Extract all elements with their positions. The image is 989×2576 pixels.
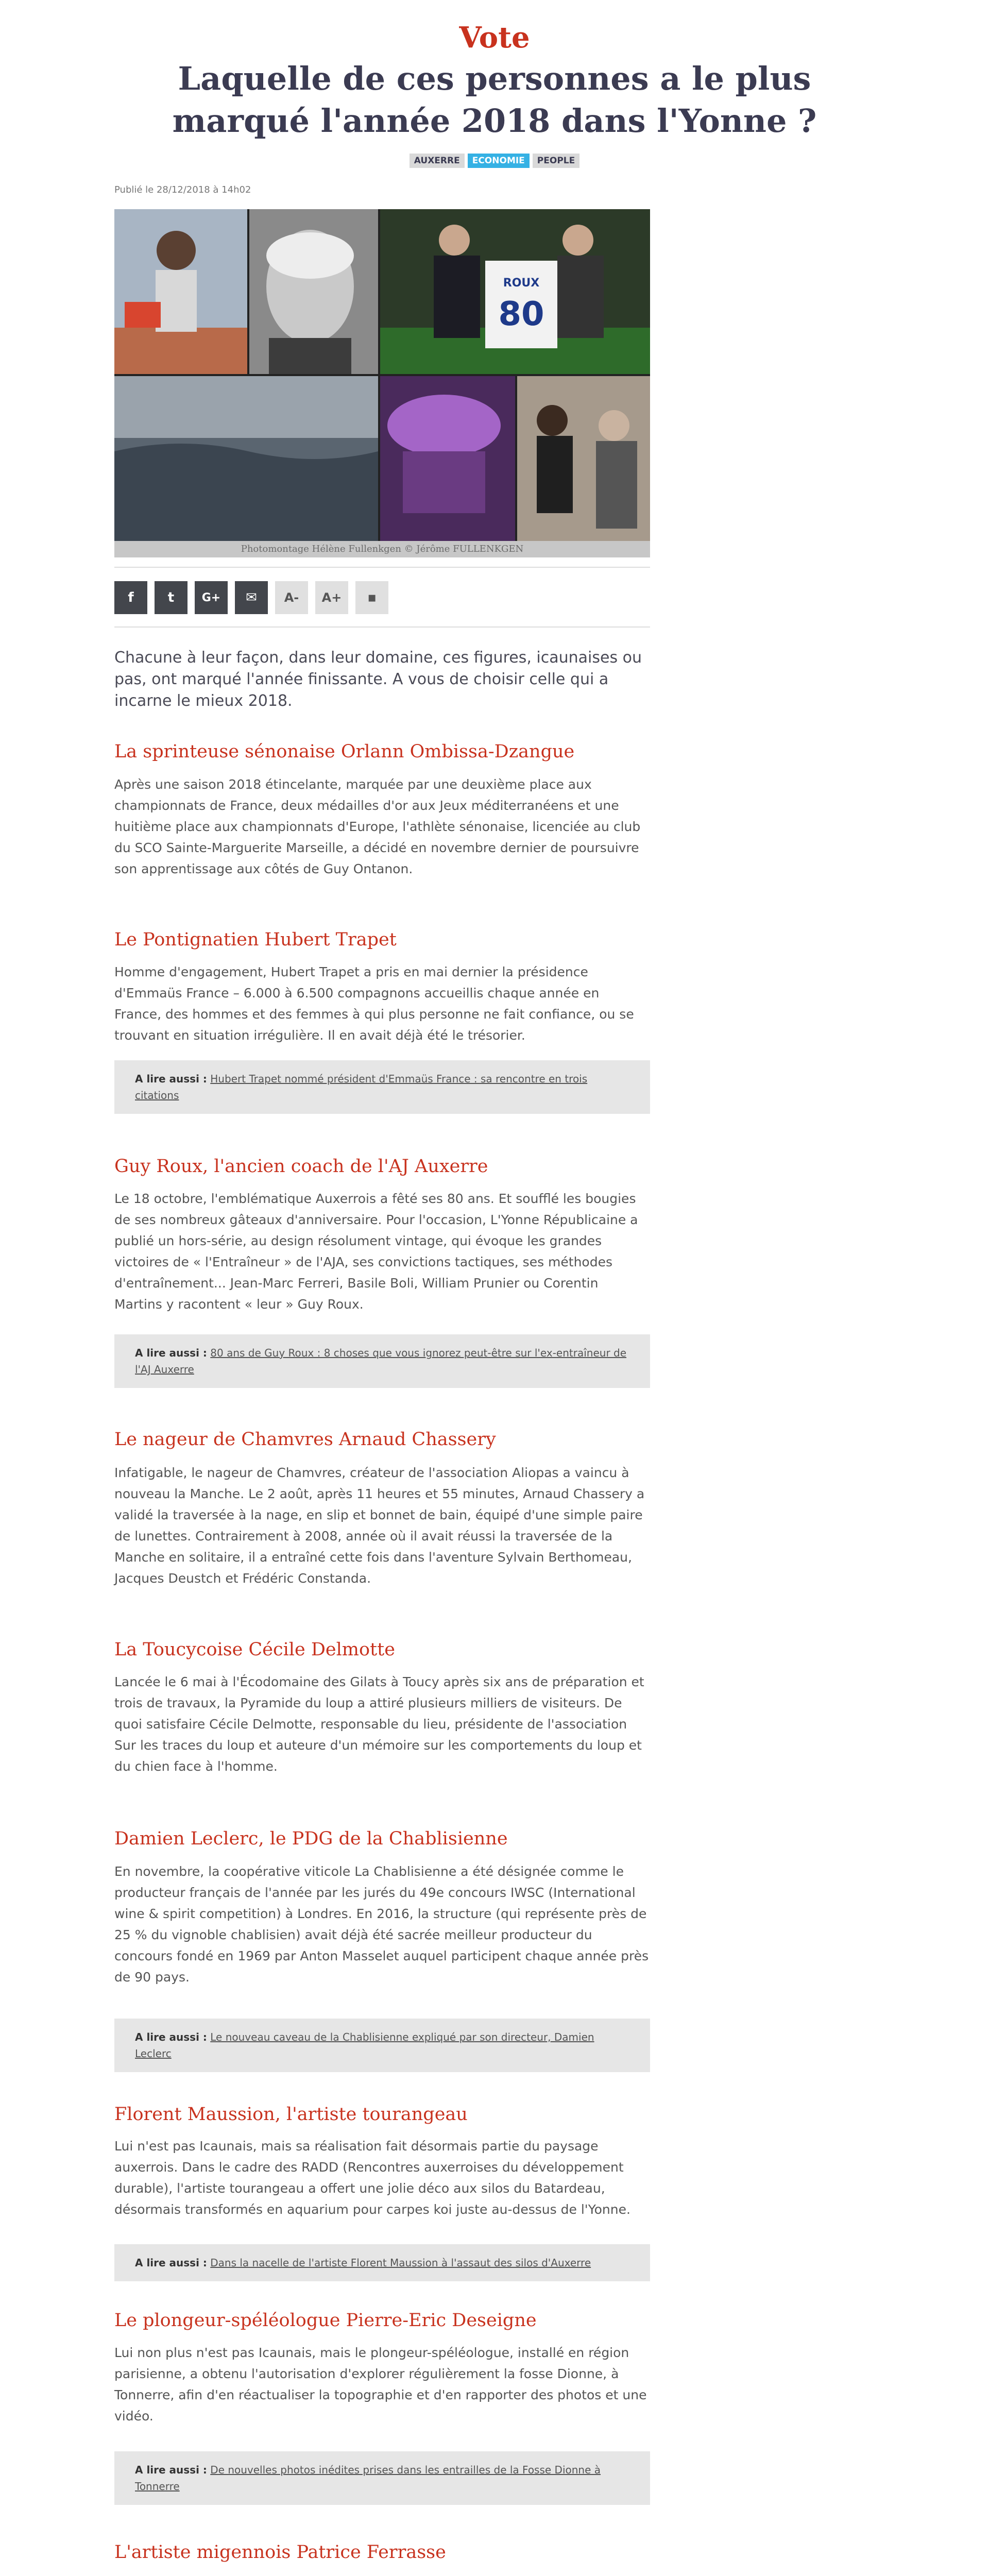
font-increase-icon: A+	[321, 590, 342, 605]
section-body: En novembre, la coopérative viticole La Chablisienne a été désignée comme le producteur français de l'année par les jurés du 49e concours IWSC (International wine & spirit competition) à Londres. En 2016, la structure (qui représente près de 25 % du vignoble chablisien) avait déjà été sacrée meilleur producteur du concours fondé en 1969 par Anton Masselet auquel participent chaque année près de 90 pays.	[114, 1864, 649, 1985]
section-body: Après une saison 2018 étincelante, marquée par une deuxième place aux championnats de France, deux médailles d'or aux Jeux méditerranéens et une huitième place aux championnats d'Europe, l'athlète sénonaise, licenciée au club du SCO Sainte-Marguerite Marseille, a décidé en novembre dernier de poursuivre son apprentissage aux côtés de Guy Ontanon.	[114, 777, 641, 876]
related-article-box	[114, 2019, 650, 2072]
article-photo-montage	[114, 209, 650, 541]
section-body: Lancée le 6 mai à l'Écodomaine des Gilats à Toucy après six ans de préparation et trois de travaux, la Pyramide du loup a attiré plusieurs milliers de visiteurs. De quoi satisfaire Cécile Delmotte, responsable du lieu, présidente de l'association Sur les traces du loup et auteure d'un mémoire sur les comportements du loup et du chien face à l'homme.	[114, 1674, 644, 1774]
section-title: Damien Leclerc, le PDG de la Chablisienne	[114, 1828, 508, 1849]
section-body: Infatigable, le nageur de Chamvres, créateur de l'association Aliopas a vaincu à nouveau la Manche. Le 2 août, après 11 heures et 55 minutes, Arnaud Chassery a validé la traversée à la nage, en slip et bonnet de bain, équipé d'une simple paire de lunettes. Contrairement à 2008, année où il avait réussi la traversée de la Manche en solitaire, il a entraîné cette fois dans l'aventure Sylvain Berthomeau, Jacques Deustch et Frédéric Constanda.	[114, 1465, 645, 1586]
article-lead: Chacune à leur façon, dans leur domaine, ces figures, icaunaises ou pas, ont marqué l'année finissante. A vous de choisir celle qui a incarne le mieux 2018.	[114, 649, 642, 710]
tag-economie[interactable]: ECONOMIE	[468, 154, 530, 168]
related-label: A lire aussi :	[135, 1347, 207, 1359]
photo-caption: Photomontage Hélène Fullenkgen © Jérôme FULLENKGEN	[114, 541, 650, 557]
facebook-icon: f	[128, 590, 134, 605]
related-link[interactable]: Dans la nacelle de l'artiste Florent Maussion à l'assaut des silos d'Auxerre	[210, 2257, 591, 2269]
photo-montage-image	[114, 209, 650, 541]
related-label: A lire aussi :	[135, 1073, 207, 1085]
section-title: Le nageur de Chamvres Arnaud Chassery	[114, 1429, 496, 1450]
section-title: Guy Roux, l'ancien coach de l'AJ Auxerre	[114, 1156, 488, 1177]
font-decrease-icon: A-	[284, 590, 299, 605]
related-link[interactable]: De nouvelles photos inédites prises dans les entrailles de la Fosse Dionne à Tonnerre	[135, 2464, 601, 2493]
article-headline: Laquelle de ces personnes a le plus marqué l'année 2018 dans l'Yonne ?	[172, 60, 817, 140]
related-label: A lire aussi :	[135, 2464, 207, 2476]
section-title: La sprinteuse sénonaise Orlann Ombissa-Dzangue	[114, 741, 575, 762]
related-link[interactable]: Hubert Trapet nommé président d'Emmaüs France : sa rencontre en trois citations	[135, 1073, 588, 1101]
font-smaller-button[interactable]	[275, 581, 308, 614]
envelope-icon: ✉	[246, 590, 257, 605]
twitter-share-button[interactable]	[155, 581, 187, 614]
related-article-box	[114, 2244, 650, 2281]
jersey-name: ROUX	[503, 277, 540, 290]
related-article-box	[114, 1060, 650, 1114]
section-body: Lui n'est pas Icaunais, mais sa réalisation fait désormais partie du paysage auxerrois. Dans le cadre des RADD (Rencontres auxerroises du développement durable), l'artiste tourangeau a offert une jolie déco aux silos du Batardeau, désormais transformés en aquarium pour carpes koi juste au-dessus de l'Yonne.	[114, 2139, 630, 2217]
tag-people[interactable]: PEOPLE	[533, 154, 579, 168]
twitter-icon: t	[167, 590, 175, 605]
section-body: Lui non plus n'est pas Icaunais, mais le plongeur-spéléologue, installé en région parisienne, a obtenu l'autorisation d'explorer régulièrement la fosse Dionne, à Tonnerre, afin d'en réactualiser la topographie et d'en rapporter des photos et une vidéo.	[114, 2345, 647, 2424]
related-label: A lire aussi :	[135, 2031, 207, 2043]
header-tags	[0, 154, 989, 168]
googleplus-share-button[interactable]	[195, 581, 228, 614]
publish-date: Publié le 28/12/2018 à 14h02	[114, 184, 251, 195]
section-title: Le Pontignatien Hubert Trapet	[114, 929, 397, 950]
comment-icon: ▪	[367, 590, 377, 605]
section-title: La Toucycoise Cécile Delmotte	[114, 1639, 395, 1660]
related-article-box	[114, 1334, 650, 1388]
related-article-box	[114, 2451, 650, 2505]
comment-button[interactable]	[355, 581, 388, 614]
section-body: Le 18 octobre, l'emblématique Auxerrois a fêté ses 80 ans. Et soufflé les bougies de ses nombreux gâteaux d'anniversaire. Pour l'occasion, L'Yonne Républicaine a publié un hors-série, au design résolument vintage, qui évoque les grandes victoires de « l'Entraîneur » de l'AJA, ses convictions tactiques, ses méthodes d'entraînement... Jean-Marc Ferreri, Basile Boli, William Prunier ou Corentin Martins y racontent « leur » Guy Roux.	[114, 1191, 638, 1312]
font-larger-button[interactable]	[315, 581, 348, 614]
tag-auxerre[interactable]: AUXERRE	[410, 154, 465, 168]
divider	[114, 626, 650, 628]
googleplus-icon: G+	[201, 591, 221, 604]
section-body: Homme d'engagement, Hubert Trapet a pris en mai dernier la présidence d'Emmaüs France – 6.000 à 6.500 compagnons accueillis chaque année en France, des hommes et des femmes à qui plus personne ne fait confiance, ou se trouvant en situation irrégulière. Il en avait déjà été le trésorier.	[114, 964, 634, 1043]
related-link[interactable]: 80 ans de Guy Roux : 8 choses que vous ignorez peut-être sur l'ex-entraîneur de l'AJ Auxerre	[135, 1347, 627, 1376]
section-title: Florent Maussion, l'artiste tourangeau	[114, 2104, 468, 2125]
section-title: L'artiste migennois Patrice Ferrasse	[114, 2542, 446, 2563]
divider	[114, 567, 650, 568]
share-toolbar	[114, 581, 388, 614]
related-link[interactable]: Le nouveau caveau de la Chablisienne expliqué par son directeur, Damien Leclerc	[135, 2031, 594, 2060]
section-title: Le plongeur-spéléologue Pierre-Eric Deseigne	[114, 2310, 537, 2331]
article-kicker: Vote	[459, 21, 530, 55]
jersey-number: 80	[498, 295, 544, 333]
email-share-button[interactable]	[235, 581, 268, 614]
facebook-share-button[interactable]	[114, 581, 147, 614]
related-label: A lire aussi :	[135, 2257, 207, 2269]
